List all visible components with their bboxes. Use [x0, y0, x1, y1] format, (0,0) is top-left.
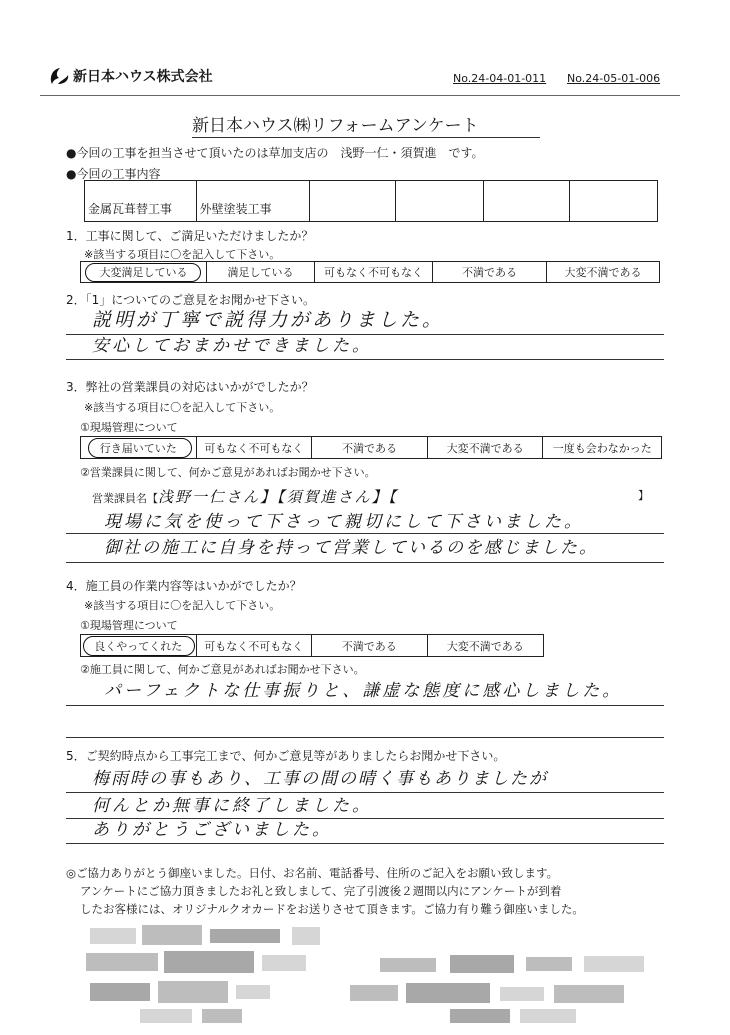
- q5-title: 5．ご契約時点から工事完工まで、何かご意見等がありましたらお聞かせ下さい。: [66, 749, 506, 763]
- q3-option-3-label: 不満である: [342, 441, 398, 455]
- work-item-1: 金属瓦葺替工事: [88, 202, 173, 216]
- q1-option-5[interactable]: [547, 262, 659, 282]
- q3-option-4[interactable]: [428, 437, 544, 458]
- q3-option-2[interactable]: [197, 437, 313, 458]
- q4-note: ※該当する項目に〇を記入して下さい。: [84, 599, 281, 612]
- q1-option-5-label: 大変不満である: [564, 266, 642, 279]
- q3-options: [80, 436, 662, 459]
- q2-answer-line-2: 安心しておまかせできました。: [92, 336, 372, 356]
- q1-title: 1．工事に関して、ご満足いただけましたか？: [66, 229, 314, 243]
- q3-rule-1: [66, 533, 664, 534]
- work-heading: ●今回の工事内容: [66, 167, 161, 181]
- title-underline: [192, 137, 540, 138]
- q5-answer-line-3: ありがとうございました。: [92, 820, 332, 840]
- q3-option-2-label: 可もなく不可もなく: [204, 441, 304, 455]
- q4-option-2-label: 可もなく不可もなく: [204, 639, 304, 653]
- work-cell-2: [197, 181, 311, 221]
- q3-staff-names: 浅野一仁さん】【須賀進さん】【: [158, 488, 399, 506]
- company-name: 新日本ハウス株式会社: [73, 69, 213, 85]
- q3-option-4-label: 大変不満である: [446, 441, 524, 455]
- staff-line: ●今回の工事を担当させて頂いたのは草加支店の 浅野一仁・須賀進 です。: [66, 146, 484, 160]
- q4-option-1-label: 良くやってくれた: [94, 639, 183, 653]
- q3-option-1-label: 行き届いていた: [99, 441, 177, 455]
- q4-rule-2: [66, 737, 664, 738]
- q5-answer-line-1: 梅雨時の事もあり、工事の間の晴く事もありましたが: [92, 769, 548, 789]
- q2-rule-1: [66, 334, 664, 335]
- q3-sub1: ①現場管理について: [80, 421, 178, 434]
- q4-options: [80, 634, 544, 657]
- footer-line-3: したお客様には、オリジナルクオカードをお送りさせて頂きます。ご協力有り難う御座いました。: [80, 902, 584, 916]
- work-cell-5: [484, 181, 571, 221]
- q4-title: 4．施工員の作業内容等はいかがでしたか？: [66, 579, 302, 593]
- q4-sub1: ①現場管理について: [80, 619, 178, 632]
- document-number-2: No.24-05-01-006: [567, 72, 661, 85]
- q3-option-1[interactable]: [81, 437, 197, 458]
- q4-option-1[interactable]: [81, 635, 197, 656]
- q3-staff-label: 営業課員名【: [92, 492, 158, 505]
- q4-selected-circle: [83, 636, 195, 656]
- q3-answer-line-1: 現場に気を使って下さって親切にして下さいました。: [104, 512, 584, 532]
- footer-line-1: ◎ご協力ありがとう御座いました。日付、お名前、電話番号、住所のご記入をお願い致します。: [66, 866, 559, 880]
- q4-option-2[interactable]: [197, 635, 313, 656]
- q1-option-4-label: 不満である: [462, 266, 517, 279]
- q3-sub2: ②営業課員に関して、何かご意見があればお聞かせ下さい。: [80, 466, 376, 479]
- redacted-personal-info: [80, 925, 680, 1025]
- q2-rule-2: [66, 359, 664, 360]
- form-title: 新日本ハウス㈱リフォームアンケート: [192, 116, 479, 136]
- header-divider: [40, 95, 680, 96]
- work-cell-4: [396, 181, 484, 221]
- q5-rule-1: [66, 792, 664, 793]
- q5-rule-3: [66, 843, 664, 844]
- q1-option-4[interactable]: [433, 262, 547, 282]
- q2-answer-line-1: 説明が丁寧で説得力がありました。: [92, 309, 445, 331]
- q5-rule-2: [66, 818, 664, 819]
- footer-line-2: アンケートにご協力頂きましたお礼と致しまして、完了引渡後２週間以内にアンケートが到着: [80, 884, 562, 898]
- q3-title: 3．弊社の営業課員の対応はいかがでしたか？: [66, 380, 314, 394]
- company-logo-icon: [48, 66, 70, 86]
- q1-option-3-label: 可もなく不可もなく: [324, 266, 423, 279]
- q3-note: ※該当する項目に〇を記入して下さい。: [84, 401, 281, 414]
- work-cell-6: [570, 181, 657, 221]
- q4-option-3[interactable]: [312, 635, 428, 656]
- q3-staff-row: [92, 487, 398, 507]
- q4-sub2: ②施工員に関して、何かご意見があればお聞かせ下さい。: [80, 663, 365, 676]
- q3-answer-line-2: 御社の施工に自身を持って営業しているのを感じました。: [104, 538, 598, 558]
- company-logo: [48, 65, 213, 87]
- q4-rule-1: [66, 705, 664, 706]
- work-item-2: 外壁塗装工事: [199, 202, 272, 216]
- work-cell-1: [85, 181, 197, 221]
- q1-option-1-label: 大変満足している: [99, 266, 188, 279]
- q3-option-5-label: 一度も会わなかった: [552, 441, 652, 455]
- work-table: [84, 180, 658, 222]
- q1-option-2[interactable]: [207, 262, 315, 282]
- q5-answer-line-2: 何んとか無事に終了しました。: [92, 796, 372, 816]
- q4-answer-line-1: パーフェクトな仕事振りと、謙虚な態度に感心しました。: [104, 681, 623, 701]
- q4-option-4[interactable]: [428, 635, 544, 656]
- q4-option-4-label: 大変不満である: [446, 639, 524, 653]
- q3-rule-2: [66, 562, 664, 563]
- q1-option-3[interactable]: [315, 262, 433, 282]
- q1-selected-circle: [85, 263, 201, 282]
- q3-option-3[interactable]: [312, 437, 428, 458]
- document-number-1: No.24-04-01-011: [453, 72, 547, 85]
- q3-staff-close: 】: [638, 489, 649, 502]
- q4-option-3-label: 不満である: [341, 639, 397, 653]
- q1-note: ※該当する項目に〇を記入して下さい。: [84, 248, 281, 261]
- q1-option-1[interactable]: [81, 262, 207, 282]
- work-cell-3: [310, 181, 396, 221]
- q2-title: 2．「1」についてのご意見をお聞かせ下さい。: [66, 293, 316, 307]
- q3-selected-circle: [88, 438, 192, 458]
- q3-option-5[interactable]: [543, 437, 661, 458]
- q1-option-2-label: 満足している: [227, 266, 294, 279]
- q1-options: [80, 261, 660, 283]
